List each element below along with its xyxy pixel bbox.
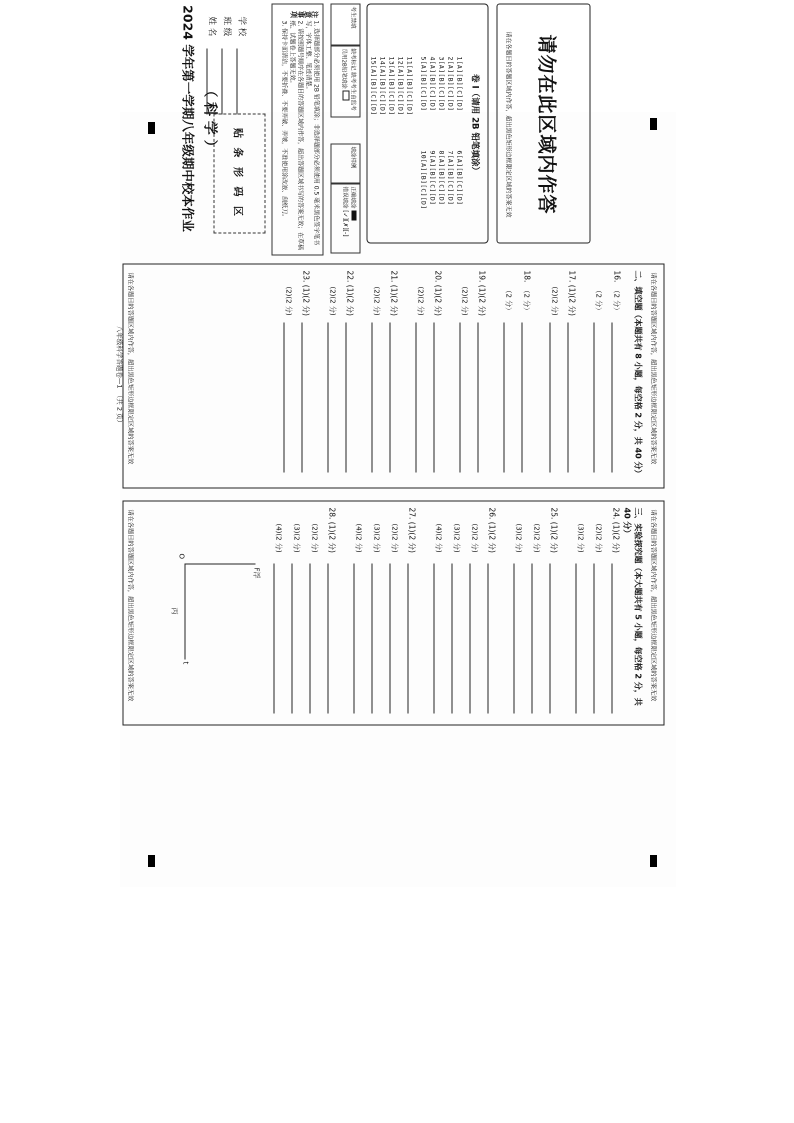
q23-part-b: (2)(2 分)	[284, 286, 293, 316]
q27-part-d: (4)(2 分)	[354, 523, 363, 553]
fill-in-heading: 二、填空题（本题共有 8 小题，每空格 2 分，共 40 分）	[633, 270, 643, 478]
answer-line[interactable]	[522, 323, 523, 473]
sample-box: 正确填涂 错误填涂 [✓][✗][-]	[331, 184, 361, 254]
graph-origin-label: O	[177, 553, 186, 560]
answer-line[interactable]	[594, 564, 595, 714]
subject-title: （ 科 学 ）	[201, 83, 218, 154]
question-19: 19. (1)(2 分)	[477, 270, 487, 316]
experiment-panel	[123, 501, 665, 726]
answer-line[interactable]	[504, 323, 505, 473]
section-one-heading: 卷 Ⅰ（请用 2B 铅笔填涂）	[469, 74, 480, 175]
mc-group-11-15[interactable]: 11[A][B][C][D] 12[A][B][C][D] 13[A][B][C][D] 14[A][B][C][D] 15[A][B][C][D]	[369, 56, 414, 116]
question-23: 23. (1)(2 分)	[301, 270, 311, 316]
mc-group-1-5[interactable]: 1[A][B][C][D] 2[A][B][C][D] 3[A][B][C][D] 4[A][B][C][D] 5[A][B][C][D]	[419, 56, 464, 112]
answer-line[interactable]	[284, 323, 285, 473]
no-answer-text: 请勿在此区域内作答	[535, 34, 558, 215]
q28-part-b: (2)(2 分)	[310, 523, 319, 553]
panel-three-warning-top: 请在各题目的答题区域内作答，超出黑色矩形边框限定区域的答案无效	[649, 509, 657, 702]
q17-part-b: (2)(2 分)	[550, 286, 559, 316]
answer-line[interactable]	[328, 323, 329, 473]
graph-caption: 丙	[170, 607, 179, 615]
panel-two-warning-top: 请在各题目的答题区域内作答，超出黑色矩形边框限定区域的答案无效	[649, 272, 657, 465]
answer-line[interactable]	[452, 564, 453, 714]
answer-line[interactable]	[594, 323, 595, 473]
q19-part-b: (2)(2 分)	[460, 286, 469, 316]
q27-part-c: (3)(2 分)	[372, 523, 381, 553]
q22-part-b: (2)(2 分)	[328, 286, 337, 316]
answer-line[interactable]	[274, 564, 275, 714]
absent-label: 考生禁填	[331, 4, 361, 46]
answer-line[interactable]	[328, 564, 329, 714]
name-field[interactable]: 姓 名	[207, 17, 219, 115]
panel-three-warning-bottom: 请在各题目的答题区域内作答，超出黑色矩形边框限定区域的答案无效	[126, 509, 134, 702]
answer-line[interactable]	[408, 564, 409, 714]
fill-in-panel	[123, 264, 665, 489]
q24-part-c: (3)(2 分)	[576, 523, 585, 553]
q26-part-c: (3)(2 分)	[452, 523, 461, 553]
section-one-box	[367, 4, 489, 244]
question-24: 24. (1)(2 分)	[611, 507, 621, 553]
answer-line[interactable]	[532, 564, 533, 714]
question-25: 25. (1)(2 分)	[549, 507, 559, 553]
panel-two-warning-bottom: 请在各题目的答题区域内作答，超出黑色矩形边框限定区域的答案无效	[126, 272, 134, 465]
mc-group-6-10[interactable]: 6[A][B][C][D] 7[A][B][C][D] 8[A][B][C][D] 9[A][B][C][D] 10[A][B][C][D]	[419, 150, 464, 210]
question-26: 26. (1)(2 分)	[487, 507, 497, 553]
answer-line[interactable]	[372, 323, 373, 473]
q18-part-a: （2 分）	[522, 286, 531, 315]
answer-line[interactable]	[390, 564, 391, 714]
answer-line[interactable]	[478, 323, 479, 473]
notice-box	[272, 4, 324, 256]
answer-line[interactable]	[612, 323, 613, 473]
answer-line[interactable]	[372, 564, 373, 714]
answer-line[interactable]	[354, 564, 355, 714]
q20-part-b: (2)(2 分)	[416, 286, 425, 316]
answer-line[interactable]	[612, 564, 613, 714]
q25-part-c: (3)(2 分)	[514, 523, 523, 553]
answer-line[interactable]	[550, 564, 551, 714]
graph-y-label: F浮	[252, 567, 261, 579]
q21-part-b: (2)(2 分)	[372, 286, 381, 316]
question-18: 18.	[522, 270, 532, 283]
answer-sheet-rotated	[117, 0, 673, 774]
sample-label: 填涂样例	[331, 144, 361, 184]
q28-part-d: (4)(2 分)	[274, 523, 283, 553]
question-17: 17. (1)(2 分)	[567, 270, 577, 316]
answer-line[interactable]	[550, 323, 551, 473]
answer-line[interactable]	[460, 323, 461, 473]
answer-line[interactable]	[434, 323, 435, 473]
barcode-area: 贴 条 形 码 区	[214, 114, 266, 234]
answer-line[interactable]	[302, 323, 303, 473]
registration-mark-bottom-left	[148, 855, 155, 867]
answer-line[interactable]	[390, 323, 391, 473]
answer-line[interactable]	[488, 564, 489, 714]
answer-line[interactable]	[514, 564, 515, 714]
class-field[interactable]: 班 级	[222, 17, 234, 115]
q16-part-a: （2 分）	[612, 286, 621, 315]
answer-line[interactable]	[568, 323, 569, 473]
notice-label: 注意事项	[290, 10, 319, 19]
question-16: 16.	[612, 270, 622, 283]
q16-part-b: （2 分）	[594, 286, 603, 315]
q28-part-c: (3)(2 分)	[292, 523, 301, 553]
answer-line[interactable]	[346, 323, 347, 473]
answer-line[interactable]	[470, 564, 471, 714]
q27-part-b: (2)(2 分)	[390, 523, 399, 553]
page-footer: 八年级科学答题卷—1 （共 2 页）	[115, 325, 124, 427]
answer-line[interactable]	[310, 564, 311, 714]
school-field[interactable]: 学 校	[237, 17, 249, 115]
no-answer-zone	[497, 4, 591, 244]
question-20: 20. (1)(2 分)	[433, 270, 443, 316]
no-answer-warning: 请在各题目的答题区域内作答，超出黑色矩形边框限定区域的答案无效	[504, 31, 512, 218]
fill-legend	[329, 4, 361, 254]
question-21: 21. (1)(2 分)	[389, 270, 399, 316]
q26-part-d: (4)(2 分)	[434, 523, 443, 553]
page-title: 2024 学年第一学期八年级期中校本作业	[180, 5, 196, 232]
answer-line[interactable]	[434, 564, 435, 714]
registration-mark-bottom-right	[650, 855, 657, 867]
answer-line[interactable]	[292, 564, 293, 714]
force-graph[interactable]	[172, 552, 262, 672]
question-28: 28. (1)(2 分)	[327, 507, 337, 553]
q24-part-b: (2)(2 分)	[594, 523, 603, 553]
q18-part-b: （2 分）	[504, 286, 513, 315]
experiment-heading: 三、实验探究题（本大题共有 5 小题，每空格 2 分，共 40 分）	[622, 507, 643, 706]
absent-mark-box[interactable]: 缺考标记 缺考考生由监考员用2B铅笔填涂	[331, 46, 361, 118]
q26-part-b: (2)(2 分)	[470, 523, 479, 553]
notice-text: 1. 选择题部分必须使用 2B 铅笔填涂；非选择题部分必须使用 0.5 毫米黑色签字笔书写，字体工整、笔迹清楚。 2. 请按照题号顺序在各题目的答题区域内作答，超出答题区域书写的答案无效；在草稿纸、试题卷上答题无效。 3. 保持卡面清洁，不要折叠、不要弄破、弄皱，不准使用涂改液、刮纸刀。	[280, 20, 320, 251]
q25-part-b: (2)(2 分)	[532, 523, 541, 553]
graph-x-label: t	[181, 661, 190, 665]
question-27: 27. (1)(2 分)	[407, 507, 417, 553]
answer-line[interactable]	[576, 564, 577, 714]
answer-line[interactable]	[416, 323, 417, 473]
question-22: 22. (1)(2 分)	[345, 270, 355, 316]
